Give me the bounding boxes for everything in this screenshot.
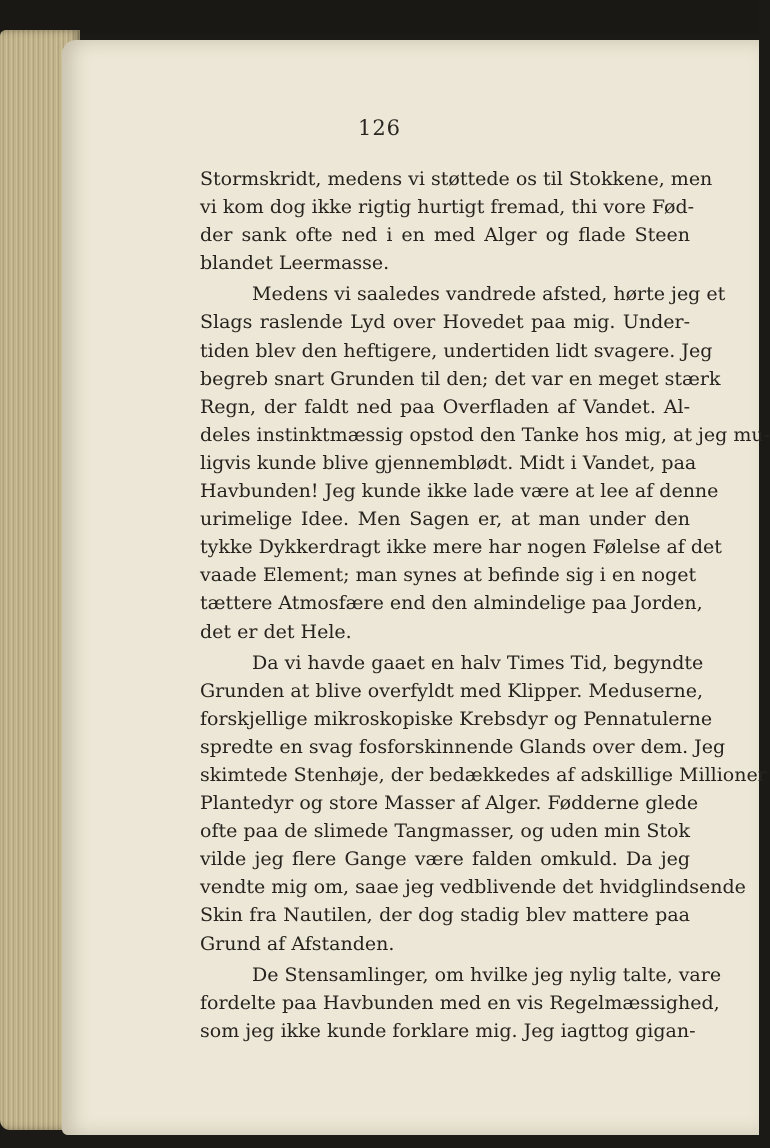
- page-number: 126: [357, 116, 402, 140]
- text-line: som jeg ikke kunde forklare mig. Jeg iagttog gigan-: [200, 1019, 696, 1042]
- text-line: vendte mig om, saae jeg vedblivende det hvidglindsende: [200, 876, 746, 899]
- text-line: vi kom dog ikke rigtig hurtigt fremad, thi vore Fød-: [200, 196, 695, 219]
- text-line: forskjellige mikroskopiske Krebsdyr og Pennatulerne: [200, 707, 713, 730]
- text-line: Havbunden! Jeg kunde ikke lade være at lee af denne: [200, 480, 719, 503]
- text-line: Da vi havde gaaet en halv Times Tid, begyndte: [252, 651, 704, 674]
- text-line: der sank ofte ned i en med Alger og flade Steen: [200, 224, 690, 247]
- text-line: Slags raslende Lyd over Hovedet paa mig. Under-: [200, 311, 690, 334]
- text-line: tættere Atmosfære end den almindelige paa Jorden,: [200, 592, 703, 615]
- text-line: Regn, der faldt ned paa Overfladen af Vandet. Al-: [200, 395, 690, 418]
- text-line: fordelte paa Havbunden med en vis Regelmæssighed,: [200, 991, 720, 1014]
- text-line: tykke Dykkerdragt ikke mere har nogen Følelse af det: [200, 536, 722, 559]
- text-line: spredte en svag fosforskinnende Glands over dem. Jeg: [200, 735, 726, 758]
- text-line: ligvis kunde blive gjennemblødt. Midt i Vandet, paa: [200, 451, 697, 474]
- paragraph: [200, 649, 767, 958]
- paragraph: [200, 280, 770, 645]
- paragraph: [200, 961, 722, 1045]
- text-line: vilde jeg flere Gange være falden omkuld. Da jeg: [200, 848, 690, 871]
- text-line: Grund af Afstanden.: [200, 932, 395, 955]
- text-line: det er det Hele.: [200, 620, 352, 643]
- text-line: Plantedyr og store Masser af Alger. Fødderne glede: [200, 792, 699, 815]
- text-line: ofte paa de slimede Tangmasser, og uden min Stok: [200, 820, 690, 843]
- text-line: De Stensamlinger, om hvilke jeg nylig talte, vare: [252, 963, 722, 986]
- text-line: Skin fra Nautilen, der dog stadig blev mattere paa: [200, 904, 690, 927]
- text-line: Grunden at blive overfyldt med Klipper. Meduserne,: [200, 679, 704, 702]
- text-line: tiden blev den heftigere, undertiden lidt svagere. Jeg: [200, 339, 713, 362]
- text-line: skimtede Stenhøje, der bedækkedes af adskillige Millioner: [200, 763, 767, 786]
- paragraph: [200, 165, 713, 277]
- text-line: vaade Element; man synes at befinde sig i en noget: [200, 564, 697, 587]
- text-line: urimelige Idee. Men Sagen er, at man under den: [200, 508, 690, 531]
- text-line: deles instinktmæssig opstod den Tanke hos mig, at jeg mu-: [200, 423, 770, 446]
- text-line: Medens vi saaledes vandrede afsted, hørte jeg et: [252, 283, 726, 306]
- background-top: [0, 0, 759, 34]
- text-line: begreb snart Grunden til den; det var en meget stærk: [200, 367, 721, 390]
- body-text: [200, 165, 770, 1045]
- text-line: Stormskridt, medens vi støttede os til Stokkene, men: [200, 168, 713, 190]
- text-line: blandet Leermasse.: [200, 252, 390, 275]
